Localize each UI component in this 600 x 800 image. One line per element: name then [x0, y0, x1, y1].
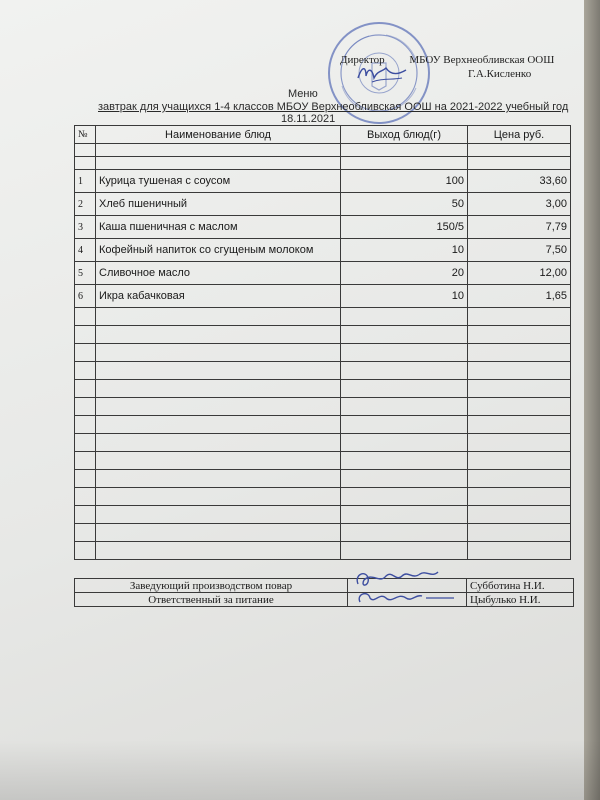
footer-name: Субботина Н.И. — [467, 579, 574, 593]
table-row — [75, 193, 571, 216]
table-row-empty — [75, 506, 571, 524]
table-row-empty — [75, 308, 571, 326]
dish-name: Хлеб пшеничный — [96, 193, 341, 216]
table-row — [75, 285, 571, 308]
table-row-empty — [75, 542, 571, 560]
row-number: 1 — [75, 170, 96, 193]
director-signature — [352, 58, 412, 88]
footer-name: Цыбулько Н.И. — [467, 593, 574, 607]
paper-shadow — [0, 740, 600, 800]
dish-yield: 20 — [341, 262, 468, 285]
menu-subtitle: завтрак для учащихся 1-4 классов МБОУ Верхнеобливская ООШ на 2021-2022 учебный год — [98, 101, 569, 113]
column-header-dish: Наименование блюд — [96, 126, 341, 144]
row-number: 3 — [75, 216, 96, 239]
director-label: Директор — [340, 54, 385, 66]
table-row — [75, 170, 571, 193]
staff-signatures — [350, 564, 460, 610]
footer-row — [75, 593, 574, 607]
table-row-empty — [75, 416, 571, 434]
table-row-empty — [75, 344, 571, 362]
table-row-empty — [75, 524, 571, 542]
dish-name: Каша пшеничная с маслом — [96, 216, 341, 239]
dish-price: 1,65 — [468, 285, 571, 308]
footer-role: Ответственный за питание — [75, 593, 348, 607]
dish-price: 3,00 — [468, 193, 571, 216]
table-row-empty — [75, 362, 571, 380]
dish-price: 12,00 — [468, 262, 571, 285]
table-row-empty — [75, 434, 571, 452]
dish-yield: 50 — [341, 193, 468, 216]
row-number: 6 — [75, 285, 96, 308]
column-header-yield: Выход блюд(г) — [341, 126, 468, 144]
table-row-empty — [75, 157, 571, 170]
dish-price: 7,79 — [468, 216, 571, 239]
dish-name: Икра кабачковая — [96, 285, 341, 308]
row-number: 2 — [75, 193, 96, 216]
dish-price: 33,60 — [468, 170, 571, 193]
table-row — [75, 262, 571, 285]
row-number: 5 — [75, 262, 96, 285]
table-row-empty — [75, 488, 571, 506]
dish-yield: 10 — [341, 285, 468, 308]
table-row-empty — [75, 380, 571, 398]
menu-title: Меню — [288, 88, 318, 100]
dish-name: Кофейный напиток со сгущеным молоком — [96, 239, 341, 262]
table-row-empty — [75, 470, 571, 488]
menu-date: 18.11.2021 — [281, 113, 336, 125]
school-name: МБОУ Верхнеобливская ООШ — [409, 54, 555, 66]
table-row — [75, 239, 571, 262]
footer-row — [75, 579, 574, 593]
table-header-row — [75, 126, 571, 144]
dish-yield: 150/5 — [341, 216, 468, 239]
dish-price: 7,50 — [468, 239, 571, 262]
director-name: Г.А.Кисленко — [468, 68, 532, 80]
table-row-empty — [75, 144, 571, 157]
dish-name: Курица тушеная с соусом — [96, 170, 341, 193]
table-row-empty — [75, 398, 571, 416]
dish-name: Сливочное масло — [96, 262, 341, 285]
responsibility-table — [74, 578, 574, 607]
menu-table — [74, 125, 571, 560]
dish-yield: 10 — [341, 239, 468, 262]
dish-yield: 100 — [341, 170, 468, 193]
table-row — [75, 216, 571, 239]
table-row-empty — [75, 452, 571, 470]
row-number: 4 — [75, 239, 96, 262]
background-edge — [584, 0, 600, 800]
column-header-number: № — [75, 126, 96, 144]
table-row-empty — [75, 326, 571, 344]
column-header-price: Цена руб. — [468, 126, 571, 144]
footer-role: Заведующий производством повар — [75, 579, 348, 593]
